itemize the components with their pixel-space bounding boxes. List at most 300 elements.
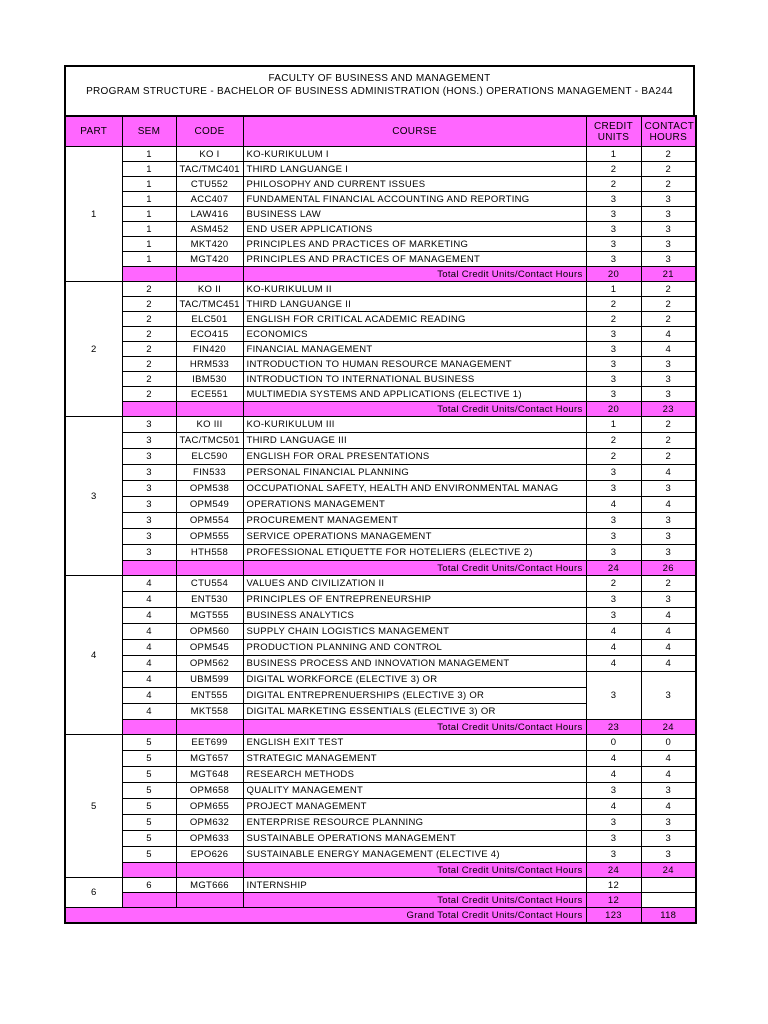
elective-contact-cell: 3 (641, 672, 696, 720)
credit-cell: 3 (586, 192, 641, 207)
contact-cell: 3 (641, 815, 696, 831)
table-row (65, 372, 696, 387)
course-cell: BUSINESS PROCESS AND INNOVATION MANAGEMENT (243, 656, 586, 672)
subtotal-contact: 21 (641, 267, 696, 282)
subtotal-spacer-sem (122, 267, 176, 282)
table-row (65, 177, 696, 192)
contact-cell: 0 (641, 735, 696, 751)
code-cell: MKT558 (176, 704, 243, 720)
col-header-course: COURSE (243, 116, 586, 147)
table-row (65, 312, 696, 327)
course-cell: KO-KURIKULUM I (243, 147, 586, 162)
subtotal-spacer-code (176, 863, 243, 878)
course-cell: RESEARCH METHODS (243, 767, 586, 783)
sem-cell: 4 (122, 624, 176, 640)
code-cell: IBM530 (176, 372, 243, 387)
table-row (65, 847, 696, 863)
grand-total-contact: 118 (641, 908, 696, 924)
table-row (65, 162, 696, 177)
course-cell: OCCUPATIONAL SAFETY, HEALTH AND ENVIRONMENTAL MANAG (243, 481, 586, 497)
subtotal-row (65, 720, 696, 735)
subtotal-row (65, 402, 696, 417)
table-row (65, 417, 696, 433)
credit-cell: 4 (586, 656, 641, 672)
course-cell: VALUES AND CIVILIZATION II (243, 576, 586, 592)
faculty-title: FACULTY OF BUSINESS AND MANAGEMENT (268, 73, 491, 84)
table-row (65, 147, 696, 162)
subtotal-contact: 24 (641, 863, 696, 878)
contact-cell: 3 (641, 222, 696, 237)
code-cell: ELC590 (176, 449, 243, 465)
code-cell: HTH558 (176, 545, 243, 561)
credit-cell: 3 (586, 481, 641, 497)
table-row (65, 545, 696, 561)
code-cell: OPM560 (176, 624, 243, 640)
code-cell: LAW416 (176, 207, 243, 222)
table-row (65, 640, 696, 656)
credit-cell: 1 (586, 147, 641, 162)
table-row (65, 592, 696, 608)
course-cell: SUSTAINABLE ENERGY MANAGEMENT (ELECTIVE 4) (243, 847, 586, 863)
contact-cell: 4 (641, 751, 696, 767)
course-cell: KO-KURIKULUM III (243, 417, 586, 433)
sem-cell: 3 (122, 529, 176, 545)
code-cell: OPM658 (176, 783, 243, 799)
course-cell: INTERNSHIP (243, 878, 586, 893)
sem-cell: 4 (122, 656, 176, 672)
subtotal-row (65, 863, 696, 878)
course-cell: PROCUREMENT MANAGEMENT (243, 513, 586, 529)
sem-cell: 4 (122, 704, 176, 720)
subtotal-spacer-sem (122, 863, 176, 878)
table-row (65, 252, 696, 267)
code-cell: MGT657 (176, 751, 243, 767)
course-cell: DIGITAL MARKETING ESSENTIALS (ELECTIVE 3) OR (243, 704, 586, 720)
subtotal-label: Total Credit Units/Contact Hours (243, 267, 586, 282)
code-cell: MGT666 (176, 878, 243, 893)
code-cell: OPM562 (176, 656, 243, 672)
credit-cell: 4 (586, 799, 641, 815)
subtotal-credit: 20 (586, 267, 641, 282)
code-cell: CTU552 (176, 177, 243, 192)
table-row-elective (65, 672, 696, 688)
part-number: 1 (65, 147, 122, 282)
sem-cell: 1 (122, 252, 176, 267)
table-row (65, 815, 696, 831)
course-cell: INTRODUCTION TO HUMAN RESOURCE MANAGEMENT (243, 357, 586, 372)
table-row (65, 735, 696, 751)
contact-cell: 3 (641, 252, 696, 267)
contact-cell: 4 (641, 608, 696, 624)
contact-cell: 3 (641, 372, 696, 387)
subtotal-spacer-code (176, 267, 243, 282)
sem-cell: 4 (122, 640, 176, 656)
sem-cell: 5 (122, 799, 176, 815)
sem-cell: 5 (122, 735, 176, 751)
credit-cell: 4 (586, 640, 641, 656)
code-cell: TAC/TMC501 (176, 433, 243, 449)
code-cell: ACC407 (176, 192, 243, 207)
code-cell: UBM599 (176, 672, 243, 688)
table-row (65, 878, 696, 893)
subtotal-spacer-sem (122, 720, 176, 735)
table-header-row (65, 116, 696, 147)
course-cell: PRINCIPLES OF ENTREPRENEURSHIP (243, 592, 586, 608)
subtotal-credit: 20 (586, 402, 641, 417)
table-row (65, 357, 696, 372)
subtotal-contact (641, 893, 696, 908)
code-cell: MGT648 (176, 767, 243, 783)
col-header-code: CODE (176, 116, 243, 147)
subtotal-spacer-code (176, 402, 243, 417)
course-cell: END USER APPLICATIONS (243, 222, 586, 237)
table-row (65, 387, 696, 402)
credit-cell: 3 (586, 608, 641, 624)
course-cell: PROJECT MANAGEMENT (243, 799, 586, 815)
subtotal-contact: 23 (641, 402, 696, 417)
course-cell: PERSONAL FINANCIAL PLANNING (243, 465, 586, 481)
credit-cell: 1 (586, 417, 641, 433)
table-row (65, 342, 696, 357)
subtotal-spacer-code (176, 561, 243, 576)
part-number: 3 (65, 417, 122, 576)
credit-cell: 4 (586, 751, 641, 767)
table-body (65, 147, 696, 924)
table-row (65, 207, 696, 222)
subtotal-spacer-sem (122, 893, 176, 908)
code-cell: KO I (176, 147, 243, 162)
sem-cell: 2 (122, 357, 176, 372)
course-cell: FUNDAMENTAL FINANCIAL ACCOUNTING AND REPORTING (243, 192, 586, 207)
subtotal-row (65, 561, 696, 576)
contact-cell: 4 (641, 656, 696, 672)
course-cell: ENTERPRISE RESOURCE PLANNING (243, 815, 586, 831)
table-row (65, 529, 696, 545)
contact-cell: 4 (641, 342, 696, 357)
contact-cell: 2 (641, 417, 696, 433)
contact-cell: 4 (641, 497, 696, 513)
credit-cell: 3 (586, 847, 641, 863)
sem-cell: 1 (122, 237, 176, 252)
course-cell: PHILOSOPHY AND CURRENT ISSUES (243, 177, 586, 192)
subtotal-contact: 26 (641, 561, 696, 576)
code-cell: ELC501 (176, 312, 243, 327)
credit-cell: 2 (586, 449, 641, 465)
course-cell: THIRD LANGUANGE I (243, 162, 586, 177)
table-row (65, 513, 696, 529)
table-row (65, 624, 696, 640)
credit-cell: 2 (586, 162, 641, 177)
contact-cell: 3 (641, 592, 696, 608)
table-row (65, 192, 696, 207)
subtotal-spacer-sem (122, 561, 176, 576)
col-header-sem: SEM (122, 116, 176, 147)
sem-cell: 3 (122, 417, 176, 433)
sem-cell: 5 (122, 751, 176, 767)
sem-cell: 3 (122, 497, 176, 513)
col-header-contact-hours: CONTACT HOURS (641, 116, 696, 147)
contact-cell: 3 (641, 847, 696, 863)
subtotal-label: Total Credit Units/Contact Hours (243, 893, 586, 908)
course-cell: KO-KURIKULUM II (243, 282, 586, 297)
table-row (65, 831, 696, 847)
credit-cell: 2 (586, 312, 641, 327)
course-cell: PROFESSIONAL ETIQUETTE FOR HOTELIERS (ELECTIVE 2) (243, 545, 586, 561)
course-cell: DIGITAL ENTREPRENUERSHIPS (ELECTIVE 3) OR (243, 688, 586, 704)
contact-cell (641, 878, 696, 893)
table-row (65, 751, 696, 767)
table-row (65, 656, 696, 672)
sem-cell: 2 (122, 387, 176, 402)
sem-cell: 4 (122, 608, 176, 624)
contact-cell: 3 (641, 831, 696, 847)
code-cell: OPM632 (176, 815, 243, 831)
document-header (64, 65, 695, 115)
code-cell: MGT555 (176, 608, 243, 624)
credit-cell: 3 (586, 387, 641, 402)
course-cell: ENGLISH FOR ORAL PRESENTATIONS (243, 449, 586, 465)
program-structure-sheet (64, 65, 695, 924)
course-cell: PRINCIPLES AND PRACTICES OF MANAGEMENT (243, 252, 586, 267)
credit-cell: 3 (586, 342, 641, 357)
credit-cell: 2 (586, 297, 641, 312)
sem-cell: 1 (122, 177, 176, 192)
credit-cell: 3 (586, 465, 641, 481)
contact-cell: 2 (641, 162, 696, 177)
sem-cell: 2 (122, 327, 176, 342)
table-row (65, 327, 696, 342)
sem-cell: 5 (122, 847, 176, 863)
col-header-part: PART (65, 116, 122, 147)
code-cell: EET699 (176, 735, 243, 751)
contact-cell: 3 (641, 545, 696, 561)
part-number: 4 (65, 576, 122, 735)
code-cell: OPM554 (176, 513, 243, 529)
contact-cell: 3 (641, 207, 696, 222)
part-number: 6 (65, 878, 122, 908)
sem-cell: 1 (122, 207, 176, 222)
contact-cell: 2 (641, 433, 696, 449)
table-row (65, 481, 696, 497)
code-cell: ECE551 (176, 387, 243, 402)
contact-cell: 2 (641, 147, 696, 162)
table-row (65, 576, 696, 592)
part-number: 5 (65, 735, 122, 878)
sem-cell: 2 (122, 312, 176, 327)
grand-total-credit: 123 (586, 908, 641, 924)
credit-cell: 4 (586, 497, 641, 513)
sem-cell: 2 (122, 297, 176, 312)
course-cell: SUSTAINABLE OPERATIONS MANAGEMENT (243, 831, 586, 847)
col-header-credit-units: CREDIT UNITS (586, 116, 641, 147)
contact-cell: 4 (641, 767, 696, 783)
subtotal-row (65, 893, 696, 908)
grand-total-row (65, 908, 696, 924)
table-row (65, 608, 696, 624)
course-cell: THIRD LANGUAGE III (243, 433, 586, 449)
sem-cell: 1 (122, 222, 176, 237)
sem-cell: 4 (122, 688, 176, 704)
sem-cell: 5 (122, 831, 176, 847)
code-cell: KO III (176, 417, 243, 433)
code-cell: EPO626 (176, 847, 243, 863)
table-row (65, 465, 696, 481)
course-cell: BUSINESS ANALYTICS (243, 608, 586, 624)
credit-cell: 3 (586, 545, 641, 561)
credit-cell: 3 (586, 237, 641, 252)
credit-cell: 2 (586, 177, 641, 192)
table-row (65, 433, 696, 449)
code-cell: HRM533 (176, 357, 243, 372)
sem-cell: 3 (122, 433, 176, 449)
sem-cell: 1 (122, 147, 176, 162)
sem-cell: 3 (122, 545, 176, 561)
subtotal-credit: 24 (586, 561, 641, 576)
subtotal-label: Total Credit Units/Contact Hours (243, 863, 586, 878)
code-cell: MGT420 (176, 252, 243, 267)
code-cell: OPM538 (176, 481, 243, 497)
table-row (65, 449, 696, 465)
sem-cell: 5 (122, 815, 176, 831)
sem-cell: 4 (122, 592, 176, 608)
course-cell: QUALITY MANAGEMENT (243, 783, 586, 799)
contact-cell: 3 (641, 387, 696, 402)
course-cell: FINANCIAL MANAGEMENT (243, 342, 586, 357)
code-cell: OPM655 (176, 799, 243, 815)
credit-cell: 3 (586, 831, 641, 847)
course-cell: DIGITAL WORKFORCE (ELECTIVE 3) OR (243, 672, 586, 688)
contact-cell: 3 (641, 529, 696, 545)
contact-cell: 2 (641, 449, 696, 465)
subtotal-credit: 24 (586, 863, 641, 878)
credit-cell: 0 (586, 735, 641, 751)
contact-cell: 2 (641, 282, 696, 297)
credit-cell: 3 (586, 207, 641, 222)
code-cell: OPM545 (176, 640, 243, 656)
table-row (65, 497, 696, 513)
subtotal-row (65, 267, 696, 282)
credit-cell: 3 (586, 357, 641, 372)
sem-cell: 1 (122, 162, 176, 177)
subtotal-spacer-sem (122, 402, 176, 417)
table-row (65, 297, 696, 312)
subtotal-spacer-code (176, 720, 243, 735)
code-cell: ENT530 (176, 592, 243, 608)
code-cell: OPM633 (176, 831, 243, 847)
code-cell: ASM452 (176, 222, 243, 237)
code-cell: TAC/TMC401 (176, 162, 243, 177)
course-cell: INTRODUCTION TO INTERNATIONAL BUSINESS (243, 372, 586, 387)
credit-cell: 12 (586, 878, 641, 893)
code-cell: ECO415 (176, 327, 243, 342)
course-cell: BUSINESS LAW (243, 207, 586, 222)
credit-cell: 3 (586, 252, 641, 267)
course-cell: PRODUCTION PLANNING AND CONTROL (243, 640, 586, 656)
code-cell: OPM549 (176, 497, 243, 513)
program-structure-table (64, 115, 697, 924)
part-number: 2 (65, 282, 122, 417)
sem-cell: 6 (122, 878, 176, 893)
sem-cell: 2 (122, 282, 176, 297)
credit-cell: 3 (586, 815, 641, 831)
sem-cell: 3 (122, 465, 176, 481)
subtotal-label: Total Credit Units/Contact Hours (243, 402, 586, 417)
table-row (65, 783, 696, 799)
contact-cell: 2 (641, 576, 696, 592)
sem-cell: 1 (122, 192, 176, 207)
subtotal-credit: 12 (586, 893, 641, 908)
contact-cell: 3 (641, 783, 696, 799)
table-row (65, 282, 696, 297)
code-cell: TAC/TMC451 (176, 297, 243, 312)
credit-cell: 3 (586, 327, 641, 342)
contact-cell: 3 (641, 481, 696, 497)
code-cell: FIN420 (176, 342, 243, 357)
contact-cell: 4 (641, 799, 696, 815)
course-cell: ENGLISH EXIT TEST (243, 735, 586, 751)
table-row (65, 767, 696, 783)
subtotal-contact: 24 (641, 720, 696, 735)
program-title: PROGRAM STRUCTURE - BACHELOR OF BUSINESS ADMINISTRATION (HONS.) OPERATIONS MANAGEMENT - BA244 (86, 86, 673, 97)
code-cell: CTU554 (176, 576, 243, 592)
credit-cell: 2 (586, 433, 641, 449)
credit-cell: 1 (586, 282, 641, 297)
contact-cell: 4 (641, 640, 696, 656)
course-cell: SERVICE OPERATIONS MANAGEMENT (243, 529, 586, 545)
contact-cell: 3 (641, 192, 696, 207)
sem-cell: 3 (122, 449, 176, 465)
course-cell: ENGLISH FOR CRITICAL ACADEMIC READING (243, 312, 586, 327)
code-cell: ENT555 (176, 688, 243, 704)
contact-cell: 2 (641, 177, 696, 192)
credit-cell: 3 (586, 592, 641, 608)
course-cell: PRINCIPLES AND PRACTICES OF MARKETING (243, 237, 586, 252)
course-cell: THIRD LANGUANGE II (243, 297, 586, 312)
contact-cell: 2 (641, 312, 696, 327)
elective-credit-cell: 3 (586, 672, 641, 720)
table-row (65, 799, 696, 815)
contact-cell: 3 (641, 357, 696, 372)
code-cell: MKT420 (176, 237, 243, 252)
credit-cell: 3 (586, 372, 641, 387)
sem-cell: 3 (122, 513, 176, 529)
subtotal-spacer-code (176, 893, 243, 908)
sem-cell: 2 (122, 342, 176, 357)
sem-cell: 4 (122, 672, 176, 688)
credit-cell: 4 (586, 624, 641, 640)
sem-cell: 5 (122, 783, 176, 799)
subtotal-label: Total Credit Units/Contact Hours (243, 561, 586, 576)
contact-cell: 4 (641, 327, 696, 342)
sem-cell: 3 (122, 481, 176, 497)
course-cell: ECONOMICS (243, 327, 586, 342)
contact-cell: 4 (641, 465, 696, 481)
sem-cell: 5 (122, 767, 176, 783)
code-cell: FIN533 (176, 465, 243, 481)
table-row (65, 222, 696, 237)
subtotal-label: Total Credit Units/Contact Hours (243, 720, 586, 735)
table-row (65, 237, 696, 252)
code-cell: KO II (176, 282, 243, 297)
subtotal-credit: 23 (586, 720, 641, 735)
credit-cell: 3 (586, 529, 641, 545)
sem-cell: 2 (122, 372, 176, 387)
sem-cell: 4 (122, 576, 176, 592)
code-cell: OPM555 (176, 529, 243, 545)
credit-cell: 3 (586, 222, 641, 237)
credit-cell: 3 (586, 783, 641, 799)
credit-cell: 3 (586, 513, 641, 529)
